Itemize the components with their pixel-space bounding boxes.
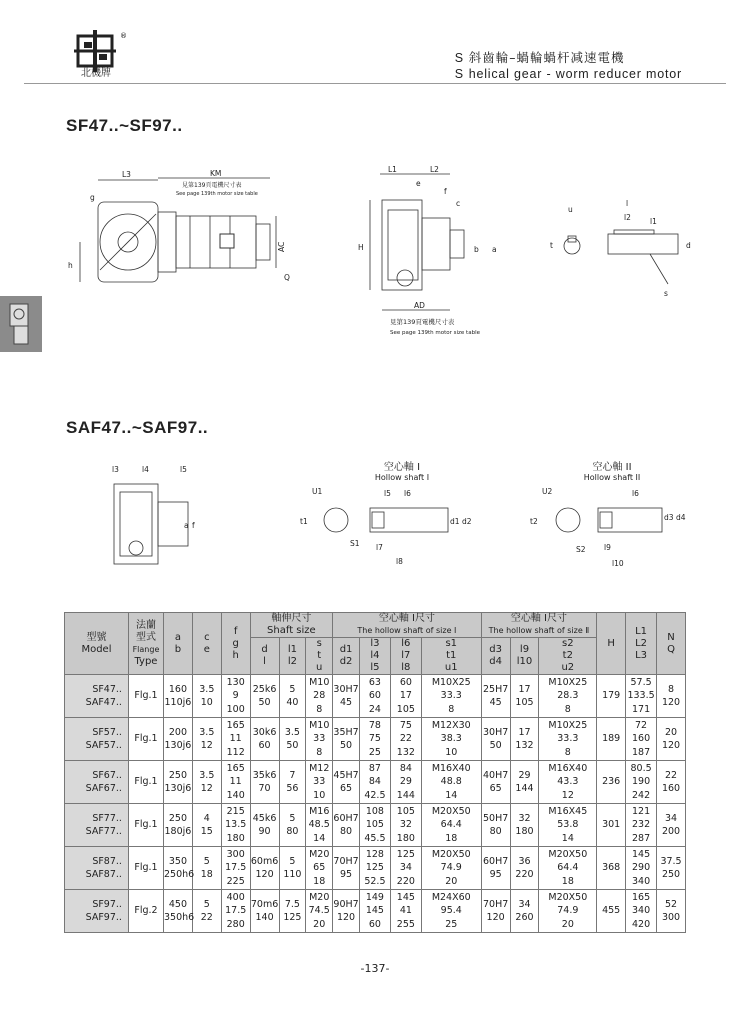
- spec-table: [64, 612, 686, 933]
- cell-stu: M20 65 18: [306, 847, 333, 890]
- cell-l345: 149 145 60: [359, 890, 390, 933]
- cell-NQ: 20 120: [657, 718, 686, 761]
- cell-flange: Flg.1: [128, 675, 163, 718]
- label-U2: U2: [542, 487, 553, 496]
- label-t: t: [550, 241, 553, 250]
- gear-motor-icon: [0, 296, 42, 352]
- label-L2: L2: [430, 165, 439, 174]
- label-KM: KM: [210, 169, 222, 178]
- cell-L: 80.5 190 242: [626, 761, 657, 804]
- cell-ab: 200 130j6: [164, 718, 193, 761]
- cell-l910: 36 220: [510, 847, 539, 890]
- th-L: L1 L2 L3: [626, 613, 657, 675]
- th-shaft-size: 軸伸尺寸 Shaft size: [250, 613, 333, 638]
- saf-front-view: [112, 465, 195, 564]
- th-l678: l6 l7 l8: [390, 638, 421, 675]
- cell-ce: 3.5 12: [192, 761, 221, 804]
- cell-dl: 35k6 70: [250, 761, 279, 804]
- cell-d3d4: 50H7 80: [481, 804, 510, 847]
- cell-flange: Flg.1: [128, 718, 163, 761]
- cell-flange: Flg.2: [128, 890, 163, 933]
- cell-l1l2: 3.5 50: [279, 718, 306, 761]
- cell-l1l2: 7 56: [279, 761, 306, 804]
- th-ce: c e: [192, 613, 221, 675]
- th-fgh: f g h: [221, 613, 250, 675]
- motor-note-cn-2: 見第139頁電機尺寸表: [390, 318, 455, 326]
- table-row: [65, 804, 686, 847]
- cell-dl: 30k6 60: [250, 718, 279, 761]
- cell-stu2: M10X25 28.3 8: [539, 675, 597, 718]
- label-e: e: [416, 179, 421, 188]
- cell-d3d4: 40H7 65: [481, 761, 510, 804]
- label-a2: a: [184, 521, 189, 530]
- cell-fgh: 215 13.5 180: [221, 804, 250, 847]
- cell-dl: 70m6 140: [250, 890, 279, 933]
- th-d3d4: d3 d4: [481, 638, 510, 675]
- th-flange: 法蘭 型式 Flange Type: [128, 613, 163, 675]
- label-d1: d1: [450, 517, 460, 526]
- cell-stu: M20 74.5 20: [306, 890, 333, 933]
- cell-stu2: M20X50 74.9 20: [539, 890, 597, 933]
- cell-flange: Flg.1: [128, 761, 163, 804]
- label-d4: d4: [676, 513, 686, 522]
- cell-flange: Flg.1: [128, 847, 163, 890]
- cell-l678: 60 17 105: [390, 675, 421, 718]
- cell-l910: 34 260: [510, 890, 539, 933]
- label-c: c: [456, 199, 461, 208]
- sf-shaft-detail: [550, 199, 691, 298]
- cell-NQ: 52 300: [657, 890, 686, 933]
- label-L1: L1: [388, 165, 397, 174]
- label-l5b: l5: [384, 489, 391, 498]
- th-stu1: s1 t1 u1: [421, 638, 481, 675]
- hollow-shaft-1-drawing: [300, 487, 472, 566]
- cell-stu2: M20X50 64.4 18: [539, 847, 597, 890]
- label-l7: l7: [376, 543, 383, 552]
- th-l345: l3 l4 l5: [359, 638, 390, 675]
- cell-ce: 5 22: [192, 890, 221, 933]
- cell-d1d2: 45H7 65: [333, 761, 360, 804]
- cell-l1l2: 7.5 125: [279, 890, 306, 933]
- cell-stu1: M24X60 95.4 25: [421, 890, 481, 933]
- cell-d3d4: 30H7 50: [481, 718, 510, 761]
- sf-side-view: [68, 169, 290, 282]
- label-l5: l5: [180, 465, 187, 474]
- hollow-shaft-2-caption: 空心軸 II Hollow shaft II: [583, 462, 641, 482]
- cell-ce: 3.5 12: [192, 718, 221, 761]
- cell-ab: 450 350h6: [164, 890, 193, 933]
- label-b: b: [474, 245, 479, 254]
- saf-drawings: [100, 462, 700, 582]
- cell-model: SF97.. SAF97..: [65, 890, 129, 933]
- label-l10: l10: [612, 559, 624, 568]
- label-f: f: [444, 187, 447, 196]
- cell-l678: 125 34 220: [390, 847, 421, 890]
- cell-fgh: 165 11 112: [221, 718, 250, 761]
- label-d2: d2: [462, 517, 472, 526]
- cell-ab: 250 130j6: [164, 761, 193, 804]
- header-divider: [24, 83, 726, 84]
- cell-l345: 128 125 52.5: [359, 847, 390, 890]
- label-t1: t1: [300, 517, 308, 526]
- sf-front-view: [358, 165, 497, 336]
- cell-NQ: 37.5 250: [657, 847, 686, 890]
- motor-note-en: See page 139th motor size table: [176, 191, 258, 197]
- cell-NQ: 8 120: [657, 675, 686, 718]
- cell-L: 57.5 133.5 171: [626, 675, 657, 718]
- table-row: [65, 847, 686, 890]
- cell-l678: 84 29 144: [390, 761, 421, 804]
- cell-fgh: 300 17.5 225: [221, 847, 250, 890]
- table-row: [65, 890, 686, 933]
- label-H: H: [358, 243, 364, 252]
- th-hollow-2: 空心軸 I尺寸 The hollow shaft of size Ⅱ: [481, 613, 597, 638]
- cell-dl: 25k6 50: [250, 675, 279, 718]
- label-S1: S1: [350, 539, 360, 548]
- cell-l910: 32 180: [510, 804, 539, 847]
- cell-stu2: M16X40 43.3 12: [539, 761, 597, 804]
- cell-d3d4: 70H7 120: [481, 890, 510, 933]
- table-row: [65, 761, 686, 804]
- cell-stu2: M16X45 53.8 14: [539, 804, 597, 847]
- cell-H: 301: [597, 804, 626, 847]
- th-NQ: N Q: [657, 613, 686, 675]
- motor-note-en-2: See page 139th motor size table: [390, 330, 480, 336]
- cell-stu1: M10X25 33.3 8: [421, 675, 481, 718]
- cell-d1d2: 70H7 95: [333, 847, 360, 890]
- cell-l345: 63 60 24: [359, 675, 390, 718]
- cell-ce: 4 15: [192, 804, 221, 847]
- cell-NQ: 22 160: [657, 761, 686, 804]
- cell-fgh: 165 11 140: [221, 761, 250, 804]
- cell-L: 121 232 287: [626, 804, 657, 847]
- cell-stu2: M10X25 33.3 8: [539, 718, 597, 761]
- cell-l345: 108 105 45.5: [359, 804, 390, 847]
- cell-stu: M10 28 8: [306, 675, 333, 718]
- th-ab: a b: [164, 613, 193, 675]
- th-hollow-1: 空心軸 I尺寸 The hollow shaft of size Ⅰ: [333, 613, 482, 638]
- label-l2: l2: [624, 213, 631, 222]
- cell-L: 145 290 340: [626, 847, 657, 890]
- cell-ab: 160 110j6: [164, 675, 193, 718]
- sf-drawings: [60, 160, 700, 350]
- label-l1: l1: [650, 217, 657, 226]
- label-l6b: l6: [632, 489, 639, 498]
- cell-l910: 29 144: [510, 761, 539, 804]
- section-title-sf: SF47..~SF97..: [66, 116, 183, 135]
- label-l9: l9: [604, 543, 611, 552]
- cell-l345: 87 84 42.5: [359, 761, 390, 804]
- cell-fgh: 130 9 100: [221, 675, 250, 718]
- cell-stu: M16 48.5 14: [306, 804, 333, 847]
- cell-stu1: M20X50 64.4 18: [421, 804, 481, 847]
- cell-l678: 145 41 255: [390, 890, 421, 933]
- cell-model: SF67.. SAF67..: [65, 761, 129, 804]
- cell-model: SF47.. SAF47..: [65, 675, 129, 718]
- cell-stu: M10 33 8: [306, 718, 333, 761]
- th-dl: d l: [250, 638, 279, 675]
- label-AD: AD: [414, 301, 425, 310]
- section-title-saf: SAF47..~SAF97..: [66, 418, 209, 437]
- cell-ab: 250 180j6: [164, 804, 193, 847]
- cell-d3d4: 25H7 45: [481, 675, 510, 718]
- th-stu2: s2 t2 u2: [539, 638, 597, 675]
- cell-d1d2: 30H7 45: [333, 675, 360, 718]
- cell-stu1: M16X40 48.8 14: [421, 761, 481, 804]
- cell-NQ: 34 200: [657, 804, 686, 847]
- label-h: h: [68, 261, 73, 270]
- label-t2: t2: [530, 517, 538, 526]
- label-g: g: [90, 193, 95, 202]
- cell-model: SF77.. SAF77..: [65, 804, 129, 847]
- th-d1d2: d1 d2: [333, 638, 360, 675]
- th-l910: l9 l10: [510, 638, 539, 675]
- label-AC: AC: [277, 241, 286, 252]
- cell-flange: Flg.1: [128, 804, 163, 847]
- cell-H: 179: [597, 675, 626, 718]
- label-d: d: [686, 241, 691, 250]
- cell-ce: 3.5 10: [192, 675, 221, 718]
- label-l8: l8: [396, 557, 403, 566]
- brand-name: 北機牌: [81, 68, 111, 79]
- table-row: [65, 675, 686, 718]
- cell-H: 189: [597, 718, 626, 761]
- label-f2: f: [192, 521, 195, 530]
- th-model: 型號 Model: [65, 613, 129, 675]
- label-l: l: [626, 199, 629, 208]
- hollow-shaft-1-caption: 空心軸 I Hollow shaft I: [374, 462, 430, 482]
- th-stu: s t u: [306, 638, 333, 675]
- cell-d1d2: 35H7 50: [333, 718, 360, 761]
- cell-l1l2: 5 40: [279, 675, 306, 718]
- side-tab: [0, 296, 42, 352]
- label-U1: U1: [312, 487, 323, 496]
- cell-l1l2: 5 80: [279, 804, 306, 847]
- label-s: s: [664, 289, 668, 298]
- cell-d3d4: 60H7 95: [481, 847, 510, 890]
- cell-l910: 17 105: [510, 675, 539, 718]
- cell-model: SF87.. SAF87..: [65, 847, 129, 890]
- th-H: H: [597, 613, 626, 675]
- cell-l910: 17 132: [510, 718, 539, 761]
- motor-note-cn: 見第139頁電機尺寸表: [182, 182, 242, 189]
- cell-model: SF57.. SAF57..: [65, 718, 129, 761]
- cell-l678: 105 32 180: [390, 804, 421, 847]
- cell-l345: 78 75 25: [359, 718, 390, 761]
- cell-L: 72 160 187: [626, 718, 657, 761]
- cell-d1d2: 60H7 80: [333, 804, 360, 847]
- label-l6: l6: [404, 489, 411, 498]
- cell-stu1: M20X50 74.9 20: [421, 847, 481, 890]
- cell-ce: 5 18: [192, 847, 221, 890]
- label-l3: l3: [112, 465, 119, 474]
- cell-dl: 60m6 120: [250, 847, 279, 890]
- cell-L: 165 340 420: [626, 890, 657, 933]
- cell-l1l2: 5 110: [279, 847, 306, 890]
- label-S2: S2: [576, 545, 586, 554]
- cell-stu: M12 33 10: [306, 761, 333, 804]
- cell-H: 368: [597, 847, 626, 890]
- cell-fgh: 400 17.5 280: [221, 890, 250, 933]
- cell-stu1: M12X30 38.3 10: [421, 718, 481, 761]
- label-Q: Q: [284, 273, 290, 282]
- page-header-title: S 斜齒輪–蝸輪蝸杆减速電機 S helical gear - worm reducer motor: [454, 50, 682, 81]
- registered-mark: ®: [120, 32, 127, 40]
- cell-H: 236: [597, 761, 626, 804]
- hollow-shaft-2-drawing: [530, 487, 686, 568]
- table-row: [65, 718, 686, 761]
- cell-H: 455: [597, 890, 626, 933]
- cell-l678: 75 22 132: [390, 718, 421, 761]
- page-number: -137-: [360, 962, 390, 975]
- cell-dl: 45k6 90: [250, 804, 279, 847]
- label-a: a: [492, 245, 497, 254]
- label-L3: L3: [122, 170, 131, 179]
- label-u: u: [568, 205, 573, 214]
- cell-ab: 350 250h6: [164, 847, 193, 890]
- label-l4: l4: [142, 465, 149, 474]
- th-l1l2: l1 l2: [279, 638, 306, 675]
- cell-d1d2: 90H7 120: [333, 890, 360, 933]
- label-d3: d3: [664, 513, 674, 522]
